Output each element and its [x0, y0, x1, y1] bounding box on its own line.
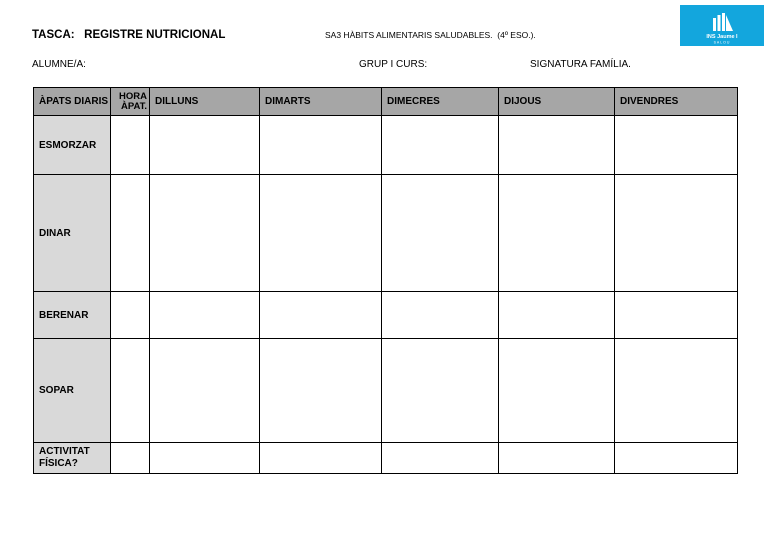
table-cell[interactable] [260, 175, 382, 292]
column-header-meal-time [111, 88, 150, 116]
family-signature-field: SIGNATURA FAMÍLIA. [530, 59, 631, 70]
table-cell[interactable] [150, 175, 260, 292]
table-cell[interactable] [615, 116, 738, 175]
table-cell[interactable] [260, 339, 382, 443]
row-header-physical-activity [34, 443, 111, 474]
table-cell[interactable] [150, 339, 260, 443]
table-cell[interactable] [260, 116, 382, 175]
table-row [34, 175, 738, 292]
table-cell[interactable] [260, 443, 382, 474]
row-header-snack: BERENAR [34, 292, 111, 339]
table-cell[interactable] [615, 292, 738, 339]
table-cell[interactable] [111, 175, 150, 292]
table-cell[interactable] [111, 339, 150, 443]
table-cell[interactable] [615, 339, 738, 443]
svg-text:SALOU: SALOU [713, 40, 731, 45]
table-cell[interactable] [111, 116, 150, 175]
school-logo [680, 5, 764, 46]
row-header-breakfast: ESMORZAR [34, 116, 111, 175]
column-header-meal-time-label: HORA ÀPAT. [119, 90, 147, 112]
table-row [34, 443, 738, 474]
column-header-thursday: DIJOUS [499, 88, 615, 116]
table-cell[interactable] [382, 175, 499, 292]
table-row [34, 116, 738, 175]
table-cell[interactable] [382, 116, 499, 175]
column-header-wednesday: DIMECRES [382, 88, 499, 116]
table-cell[interactable] [499, 292, 615, 339]
column-header-meals: ÀPATS DIARIS [34, 88, 111, 116]
table-row [34, 292, 738, 339]
table-cell[interactable] [382, 339, 499, 443]
row-header-lunch: DINAR [34, 175, 111, 292]
row-header-physical-activity-label: ACTIVITAT FÍSICA? [39, 446, 90, 469]
svg-text:INS Jaume I: INS Jaume I [706, 34, 738, 40]
table-cell[interactable] [615, 175, 738, 292]
table-cell[interactable] [615, 443, 738, 474]
table-cell[interactable] [499, 339, 615, 443]
table-cell[interactable] [499, 443, 615, 474]
table-cell[interactable] [382, 443, 499, 474]
row-header-dinner: SOPAR [34, 339, 111, 443]
column-header-monday: DILLUNS [150, 88, 260, 116]
table-cell[interactable] [499, 116, 615, 175]
table-cell[interactable] [382, 292, 499, 339]
student-name-field: ALUMNE/A: [32, 59, 86, 70]
table-cell[interactable] [111, 443, 150, 474]
column-header-friday: DIVENDRES [615, 88, 738, 116]
table-cell[interactable] [260, 292, 382, 339]
nutrition-table [33, 87, 738, 474]
table-header-row [34, 88, 738, 116]
task-title: TASCA: REGISTRE NUTRICIONAL [32, 29, 226, 41]
table-row [34, 339, 738, 443]
unit-title: SA3 HÀBITS ALIMENTARIS SALUDABLES. (4º ESO.). [325, 30, 536, 40]
group-course-field: GRUP I CURS: [359, 59, 428, 70]
table-cell[interactable] [150, 116, 260, 175]
column-header-tuesday: DIMARTS [260, 88, 382, 116]
table-cell[interactable] [499, 175, 615, 292]
table-cell[interactable] [150, 443, 260, 474]
table-cell[interactable] [111, 292, 150, 339]
table-cell[interactable] [150, 292, 260, 339]
school-logo-icon [680, 5, 764, 46]
